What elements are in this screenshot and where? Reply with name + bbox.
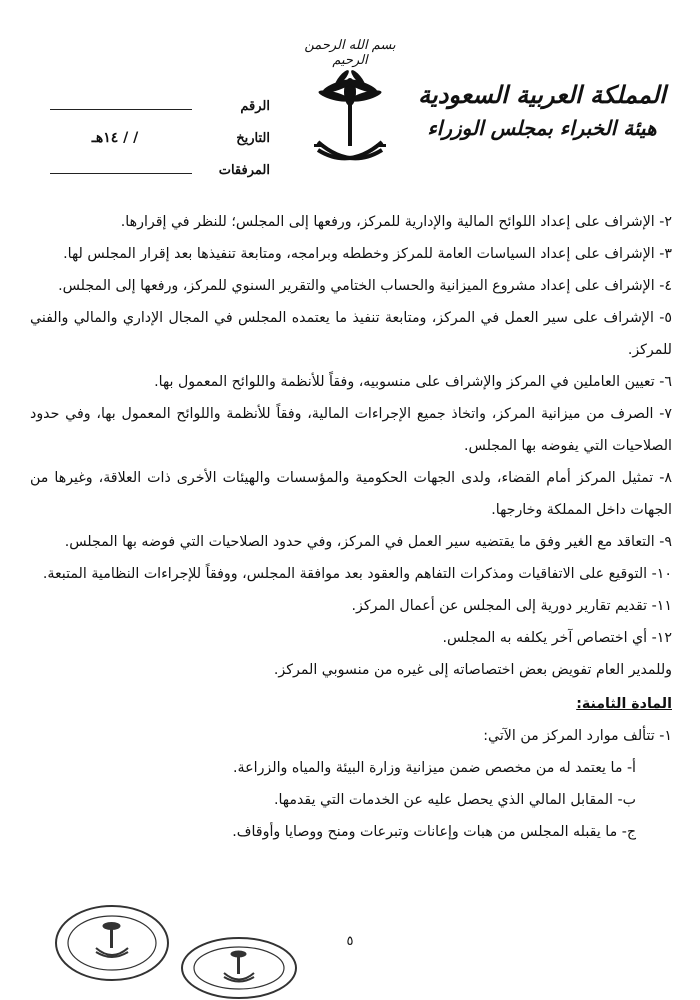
date-label: التاريخ	[236, 131, 270, 146]
official-seal-icon	[52, 902, 172, 984]
page-number: ٥	[346, 934, 354, 949]
list-item: ٤- الإشراف على إعداد مشروع الميزانية والحساب الختامي والتقرير السنوي للمركز، ورفعها إلى المجلس.	[58, 278, 672, 294]
document-body	[30, 206, 672, 848]
list-item: ٢- الإشراف على إعداد اللوائح المالية والإدارية للمركز، ورفعها إلى المجلس؛ للنظر في إقرارها.	[120, 214, 672, 230]
list-item: ٩- التعاقد مع الغير وفق ما يقتضيه سير العمل في المركز، وفي حدود الصلاحيات التي فوضه بها المجلس.	[64, 534, 672, 550]
list-item: ٧- الصرف من ميزانية المركز، واتخاذ جميع الإجراءات المالية، وفقاً للأنظمة واللوائح المعمول بها، وفي حدود الصلاحيات التي يفوضه بها المجلس.	[30, 406, 672, 454]
list-item: ١١- تقديم تقارير دورية إلى المجلس عن أعمال المركز.	[351, 598, 672, 614]
reference-block	[50, 82, 270, 178]
list-item: ٣- الإشراف على إعداد السياسات العامة للمركز وخططه وبرامجه، ومتابعة تنفيذها بعد إقرار المجلس لها.	[63, 246, 672, 262]
resource-item: ب- المقابل المالي الذي يحصل عليه عن الخدمات التي يقدمها.	[273, 792, 636, 808]
basmala: بسم الله الرحمن الرحيم	[304, 38, 396, 68]
list-item: ٦- تعيين العاملين في المركز والإشراف على منسوبيه، وفقاً للأنظمة واللوائح المعمول بها.	[154, 374, 672, 390]
resource-item: أ- ما يعتمد له من مخصص ضمن ميزانية وزارة البيئة والمياه والزراعة.	[233, 760, 636, 776]
resources-intro: ١- تتألف موارد المركز من الآتي:	[483, 728, 672, 744]
official-seal-icon	[178, 930, 300, 1000]
kingdom-title: المملكة العربية السعودية	[418, 80, 666, 109]
authority-title: هيئة الخبراء بمجلس الوزراء	[427, 116, 657, 140]
date-field: / / ١٤هـ	[91, 130, 139, 146]
resource-item: ج- ما يقبله المجلس من هبات وإعانات وتبرعات ومنح ووصايا وأوقاف.	[232, 824, 636, 840]
attachments-label: المرفقات	[218, 163, 270, 178]
attachments-field	[50, 173, 192, 174]
reference-row	[50, 82, 270, 114]
reference-field	[50, 109, 192, 110]
list-item: ٥- الإشراف على سير العمل في المركز، ومتابعة تنفيذ ما يعتمده المجلس في المجال الإداري والمالي والفني للمركز.	[30, 310, 672, 358]
delegation-paragraph: وللمدير العام تفويض بعض اختصاصاته إلى غيره من منسوبي المركز.	[273, 662, 672, 678]
attachments-row	[50, 146, 270, 178]
list-item: ١٠- التوقيع على الاتفاقيات ومذكرات التفاهم والعقود بعد موافقة المجلس، ووفقاً للإجراءات النظامية المتبعة.	[42, 566, 672, 582]
article-heading: المادة الثامنة:	[576, 696, 672, 712]
date-row	[50, 114, 270, 146]
saudi-emblem-icon	[310, 62, 390, 172]
list-item: ١٢- أي اختصاص آخر يكلفه به المجلس.	[442, 630, 672, 646]
reference-label: الرقم	[240, 99, 270, 114]
list-item: ٨- تمثيل المركز أمام القضاء، ولدى الجهات الحكومية والمؤسسات والهيئات الأخرى ذات العلاقة، وغيرها من الجهات داخل المملكة وخارجها.	[30, 470, 672, 518]
